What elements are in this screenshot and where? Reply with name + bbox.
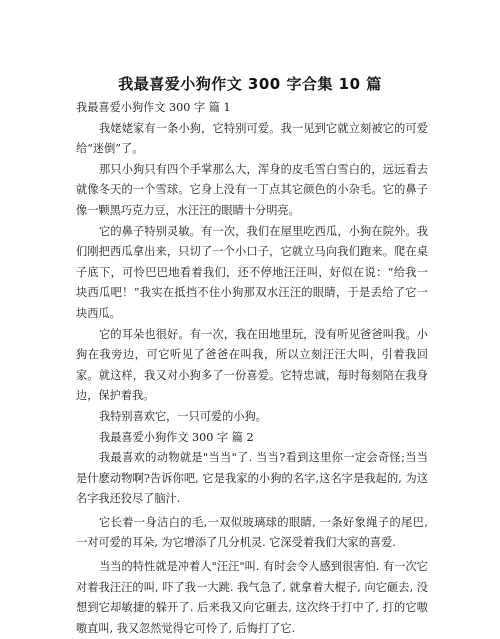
paragraph: 它的耳朵也很好。有一次，我在田地里玩，没有听见爸爸叫我。小狗在我旁边，可它听见了爸爸在叫我，所以立刻汪汪大叫，引着我回家。就这样，我又对小狗多了一份喜爱。它特忠诚，每时每刻陪在我身边，保护着我。 xyxy=(76,327,428,403)
document-title: 我最喜爱小狗作文 300 字合集 10 篇 xyxy=(118,75,382,93)
section-heading: 我最喜爱小狗作文 300 字 篇 1 xyxy=(76,101,231,114)
paragraph: 它的鼻子特别灵敏。有一次，我们在屋里吃西瓜，小狗在院外。我们刚把西瓜拿出来，只切了一个小口子，它就立马向我们跑来。爬在桌子底下，可怜巴巴地看着我们，还不停地汪汪叫，好似在说：“给我一块西瓜吧！”我实在抵挡不住小狗那双水汪汪的眼睛，于是丢给了它一块西瓜。 xyxy=(76,224,428,320)
section-heading: 我最喜爱小狗作文 300 字 篇 2 xyxy=(99,430,254,444)
paragraph: 那只小狗只有四个手掌那么大，浑身的皮毛雪白雪白的，远远看去就像冬天的一个雪球。它身上没有一丁点其它颜色的小杂毛。它的鼻子像一颗黑巧克力豆，水汪汪的眼睛十分明亮。 xyxy=(76,162,428,217)
paragraph: 它长着一身洁白的毛,一双似玻璃球的眼睛, 一条好象绳子的尾巴, 一对可爱的耳朵, 为它增添了几分机灵. 它深受着我们大家的喜爱. xyxy=(76,515,428,550)
paragraph: 我最喜欢的动物就是"当当"了. 当当?看到这里你一定会奇怪;当当是什麽动物啊?告诉你吧, 它是我家的小狗的名字,这名字是我起的, 为这名字我还狡尽了脑汁. xyxy=(76,451,428,506)
document-body xyxy=(76,98,428,639)
paragraph: 我特别喜欢它，一只可爱的小狗。 xyxy=(99,409,267,423)
paragraph: 我姥姥家有一条小狗，它特别可爱。我一见到它就立刻被它的可爱给“迷倒”了。 xyxy=(76,121,428,156)
paragraph: 当当的特性就是冲着人"汪汪"叫. 有时会令人感到很害怕. 有一次它对着我汪汪的叫, 吓了我一大跳. 我气急了, 就拿着大棍子, 向它砸去, 没想到它却敏捷的躲开了. 后来我又向它砸去, 这次终于打中了, 打的它嗷嗷直叫, 我又忽然觉得它可怜了, 后悔打了它. xyxy=(76,560,428,635)
